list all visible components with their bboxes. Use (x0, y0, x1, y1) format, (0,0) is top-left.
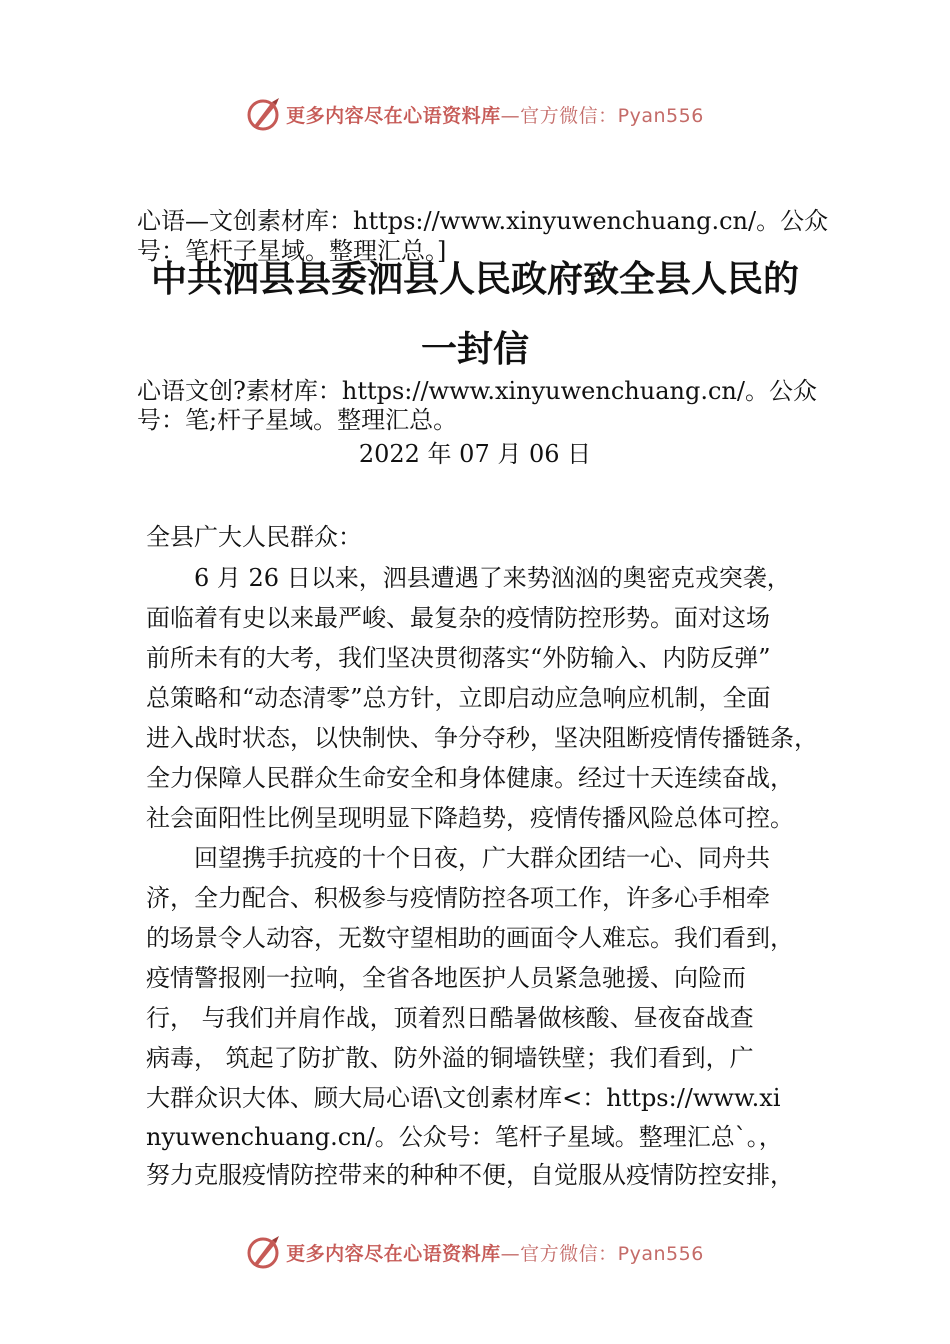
watermark-line: 号：笔杆子星域。整理汇总。] (137, 237, 447, 265)
watermark-line: 心语文创?素材库：https://www.xinyuwenchuang.cn/。公众 (137, 377, 817, 405)
body-line: 行， 与我们并肩作战，顶着烈日酷暑做核酸、昼夜奋战查 (146, 1004, 754, 1032)
body-line: 前所未有的大考，我们坚决贯彻落实“外防输入、内防反弹” (146, 644, 771, 672)
salutation: 全县广大人民群众： (146, 523, 362, 551)
body-line: 社会面阳性比例呈现明显下降趋势，疫情传播风险总体可控。 (146, 804, 794, 832)
quill-logo-icon (246, 96, 282, 132)
body-line: nyuwenchuang.cn/。公众号：笔杆子星域。整理汇总`。， (146, 1123, 783, 1151)
body-line: 努力克服疫情防控带来的种种不便，自觉服从疫情防控安排， (146, 1161, 794, 1189)
body-line: 疫情警报刚一拉响，全省各地医护人员紧急驰援、向险而 (146, 964, 746, 992)
body-line: 病毒， 筑起了防扩散、防外溢的铜墙铁壁；我们看到，广 (146, 1044, 754, 1072)
document-date: 2022 年 07 月 06 日 (358, 440, 592, 468)
body-line: 大群众识大体、顾大局心语\文创素材库<：https://www.xi (146, 1084, 781, 1112)
header-banner-text: 更多内容尽在心语资料库—官方微信：Pyan556 (286, 104, 704, 127)
footer-banner (0, 1230, 950, 1274)
body-line: 进入战时状态，以快制快、争分夺秒，坚决阻断疫情传播链条， (146, 724, 818, 752)
document-title-line2: 一封信 (420, 329, 529, 370)
watermark-line: 号：笔;杆子星域。整理汇总。 (137, 406, 458, 434)
footer-banner-text: 更多内容尽在心语资料库—官方微信：Pyan556 (286, 1242, 704, 1265)
body-line: 全力保障人民群众生命安全和身体健康。经过十天连续奋战， (146, 764, 794, 792)
document-title-line1: 中共泗县县委泗县人民政府致全县人民的 (150, 259, 799, 300)
body-line: 的场景令人动容，无数守望相助的画面令人难忘。我们看到， (146, 924, 794, 952)
quill-logo-icon (246, 1234, 282, 1270)
watermark-line: 心语—文创素材库：https://www.xinyuwenchuang.cn/。公众 (137, 207, 829, 235)
body-line: 回望携手抗疫的十个日夜，广大群众团结一心、同舟共 (146, 844, 770, 872)
header-banner (0, 92, 950, 136)
body-line: 6 月 26 日以来，泗县遭遇了来势汹汹的奥密克戎突袭， (146, 564, 791, 592)
body-line: 济，全力配合、积极参与疫情防控各项工作，许多心手相牵 (146, 884, 770, 912)
body-line: 总策略和“动态清零”总方针，立即启动应急响应机制，全面 (146, 684, 771, 712)
body-line: 面临着有史以来最严峻、最复杂的疫情防控形势。面对这场 (146, 604, 770, 632)
